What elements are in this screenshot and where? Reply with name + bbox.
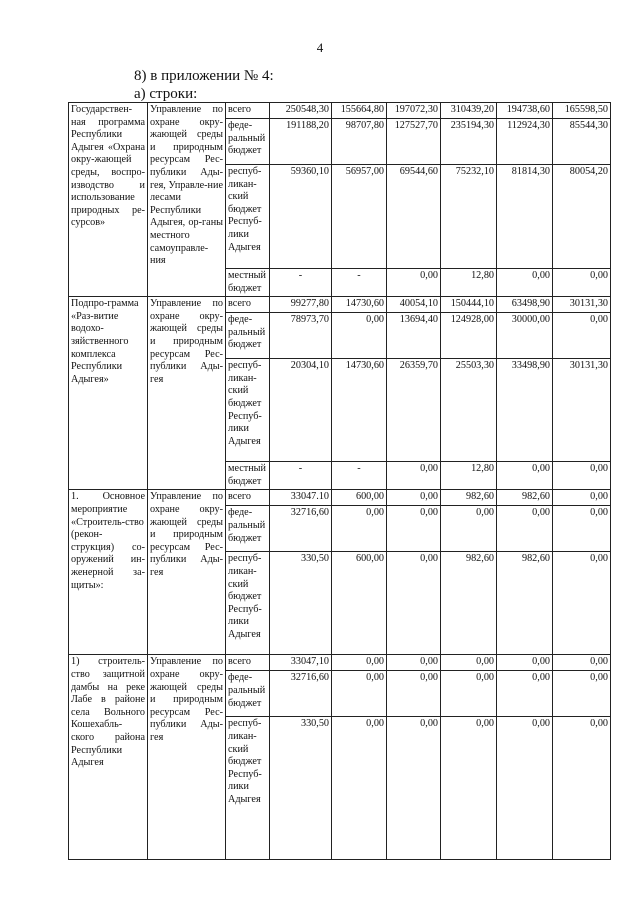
amount-cell: 0,00 bbox=[441, 506, 497, 552]
amount-cell: 155664,80 bbox=[332, 103, 387, 119]
amount-cell: 310439,20 bbox=[441, 103, 497, 119]
funding-source-cell: респуб-ликан-ский бюджет Респуб-лики Адыгея bbox=[226, 552, 270, 655]
amount-cell: 194738,60 bbox=[497, 103, 553, 119]
amount-cell: 0,00 bbox=[387, 671, 441, 717]
amount-cell: 600,00 bbox=[332, 552, 387, 655]
amount-cell: 0,00 bbox=[441, 717, 497, 860]
program-name-cell: 1. Основное мероприятие «Строитель-ство (рекон-струкция) со-оружений ин-женерной за-щиты»: bbox=[69, 490, 148, 655]
amount-cell: 982,60 bbox=[497, 490, 553, 506]
amount-cell: 59360,10 bbox=[270, 165, 332, 269]
amount-cell: 98707,80 bbox=[332, 119, 387, 165]
amount-cell: 32716,60 bbox=[270, 671, 332, 717]
amount-cell: 0,00 bbox=[497, 269, 553, 297]
amount-cell: 330,50 bbox=[270, 717, 332, 860]
amount-cell: 112924,30 bbox=[497, 119, 553, 165]
funding-source-cell: феде-ральный бюджет bbox=[226, 119, 270, 165]
amount-cell: 330,50 bbox=[270, 552, 332, 655]
amount-cell: 0,00 bbox=[497, 462, 553, 490]
amount-cell: 99277,80 bbox=[270, 297, 332, 313]
funding-source-cell: местный бюджет bbox=[226, 269, 270, 297]
responsible-executor-cell: Управление по охране окру-жающей среды и природным ресурсам Рес-публики Ады-гея bbox=[148, 297, 226, 490]
amount-cell: 982,60 bbox=[497, 552, 553, 655]
amount-cell: 0,00 bbox=[553, 671, 611, 717]
amount-cell: 0,00 bbox=[497, 655, 553, 671]
amount-cell: 0,00 bbox=[332, 717, 387, 860]
amount-cell: 150444,10 bbox=[441, 297, 497, 313]
funding-source-cell: респуб-ликан-ский бюджет Респуб-лики Адыгея bbox=[226, 359, 270, 462]
amount-cell: 13694,40 bbox=[387, 313, 441, 359]
amount-cell: 0,00 bbox=[553, 552, 611, 655]
amount-cell: 0,00 bbox=[441, 671, 497, 717]
amount-cell: 12,80 bbox=[441, 269, 497, 297]
amount-cell: 165598,50 bbox=[553, 103, 611, 119]
section-title: 8) в приложении № 4: bbox=[134, 68, 274, 84]
amount-cell: 81814,30 bbox=[497, 165, 553, 269]
amount-cell: 191188,20 bbox=[270, 119, 332, 165]
funding-source-cell: респуб-ликан-ский бюджет Респуб-лики Адыгея bbox=[226, 165, 270, 269]
funding-source-cell: всего bbox=[226, 297, 270, 313]
amount-cell: 69544,60 bbox=[387, 165, 441, 269]
amount-cell: 56957,00 bbox=[332, 165, 387, 269]
amount-cell: 85544,30 bbox=[553, 119, 611, 165]
amount-cell: 14730,60 bbox=[332, 297, 387, 313]
table-row bbox=[69, 297, 611, 313]
amount-cell: 0,00 bbox=[387, 490, 441, 506]
amount-cell: 33047,10 bbox=[270, 655, 332, 671]
amount-cell: 0,00 bbox=[332, 313, 387, 359]
responsible-executor-cell: Управление по охране окру-жающей среды и природным ресурсам Рес-публики Ады-гея bbox=[148, 655, 226, 860]
amount-cell: 124928,00 bbox=[441, 313, 497, 359]
amount-cell: 0,00 bbox=[553, 313, 611, 359]
amount-cell: 0,00 bbox=[553, 717, 611, 860]
amount-cell: 0,00 bbox=[441, 655, 497, 671]
amount-cell: 63498,90 bbox=[497, 297, 553, 313]
table-row bbox=[69, 490, 611, 506]
funding-source-cell: местный бюджет bbox=[226, 462, 270, 490]
amount-cell: 0,00 bbox=[387, 462, 441, 490]
amount-cell: 250548,30 bbox=[270, 103, 332, 119]
amount-cell: 235194,30 bbox=[441, 119, 497, 165]
funding-source-cell: всего bbox=[226, 655, 270, 671]
amount-cell: 600,00 bbox=[332, 490, 387, 506]
program-name-cell: Подпро-грамма «Раз-витие водохо-зяйственного комплекса Республики Адыгея» bbox=[69, 297, 148, 490]
funding-source-cell: феде-ральный бюджет bbox=[226, 506, 270, 552]
amount-cell: - bbox=[332, 269, 387, 297]
amount-cell: 0,00 bbox=[332, 671, 387, 717]
program-name-cell: 1) строитель-ство защитной дамбы на реке Лабе в районе села Вольного Кошехабль-ского района Республики Адыгея bbox=[69, 655, 148, 860]
amount-cell: 78973,70 bbox=[270, 313, 332, 359]
amount-cell: 30131,30 bbox=[553, 359, 611, 462]
responsible-executor-cell: Управление по охране окру-жающей среды и природным ресурсам Рес-публики Ады-гея bbox=[148, 490, 226, 655]
table-row bbox=[69, 655, 611, 671]
amount-cell: 12,80 bbox=[441, 462, 497, 490]
page-number: 4 bbox=[316, 40, 324, 55]
amount-cell: 0,00 bbox=[553, 506, 611, 552]
amount-cell: 75232,10 bbox=[441, 165, 497, 269]
amount-cell: - bbox=[332, 462, 387, 490]
funding-source-cell: всего bbox=[226, 103, 270, 119]
amount-cell: 20304,10 bbox=[270, 359, 332, 462]
amount-cell: 0,00 bbox=[332, 506, 387, 552]
amount-cell: 0,00 bbox=[553, 490, 611, 506]
amount-cell: 0,00 bbox=[387, 269, 441, 297]
amount-cell: 197072,30 bbox=[387, 103, 441, 119]
amount-cell: 80054,20 bbox=[553, 165, 611, 269]
funding-source-cell: всего bbox=[226, 490, 270, 506]
amount-cell: 0,00 bbox=[387, 506, 441, 552]
amount-cell: 14730,60 bbox=[332, 359, 387, 462]
amount-cell: 0,00 bbox=[332, 655, 387, 671]
amount-cell: 30131,30 bbox=[553, 297, 611, 313]
amount-cell: 0,00 bbox=[497, 717, 553, 860]
amount-cell: 33498,90 bbox=[497, 359, 553, 462]
amount-cell: 25503,30 bbox=[441, 359, 497, 462]
amount-cell: 0,00 bbox=[387, 717, 441, 860]
funding-source-cell: респуб-ликан-ский бюджет Респуб-лики Адыгея bbox=[226, 717, 270, 860]
funding-source-cell: феде-ральный бюджет bbox=[226, 313, 270, 359]
amount-cell: - bbox=[270, 462, 332, 490]
amount-cell: 30000,00 bbox=[497, 313, 553, 359]
amount-cell: 40054,10 bbox=[387, 297, 441, 313]
amount-cell: 0,00 bbox=[553, 269, 611, 297]
amount-cell: 32716,60 bbox=[270, 506, 332, 552]
funding-table bbox=[68, 102, 611, 860]
subsection-title: а) строки: bbox=[134, 86, 198, 102]
funding-source-cell: феде-ральный бюджет bbox=[226, 671, 270, 717]
amount-cell: 0,00 bbox=[387, 655, 441, 671]
amount-cell: 33047.10 bbox=[270, 490, 332, 506]
program-name-cell: Государствен-ная программа Республики Адыгея «Охрана окру-жающей среды, воспро-изводство и использование природных ре-сурсов» bbox=[69, 103, 148, 297]
amount-cell: 982,60 bbox=[441, 552, 497, 655]
amount-cell: 0,00 bbox=[553, 462, 611, 490]
responsible-executor-cell: Управление по охране окру-жающей среды и природным ресурсам Рес-публики Ады-гея, Управле-ние лесами Республики Адыгея, ор-ганы местного самоуправле-ния bbox=[148, 103, 226, 297]
amount-cell: 0,00 bbox=[497, 506, 553, 552]
amount-cell: 982,60 bbox=[441, 490, 497, 506]
amount-cell: 0,00 bbox=[553, 655, 611, 671]
amount-cell: 0,00 bbox=[387, 552, 441, 655]
table-row bbox=[69, 103, 611, 119]
amount-cell: 0,00 bbox=[497, 671, 553, 717]
amount-cell: - bbox=[270, 269, 332, 297]
amount-cell: 26359,70 bbox=[387, 359, 441, 462]
amount-cell: 127527,70 bbox=[387, 119, 441, 165]
